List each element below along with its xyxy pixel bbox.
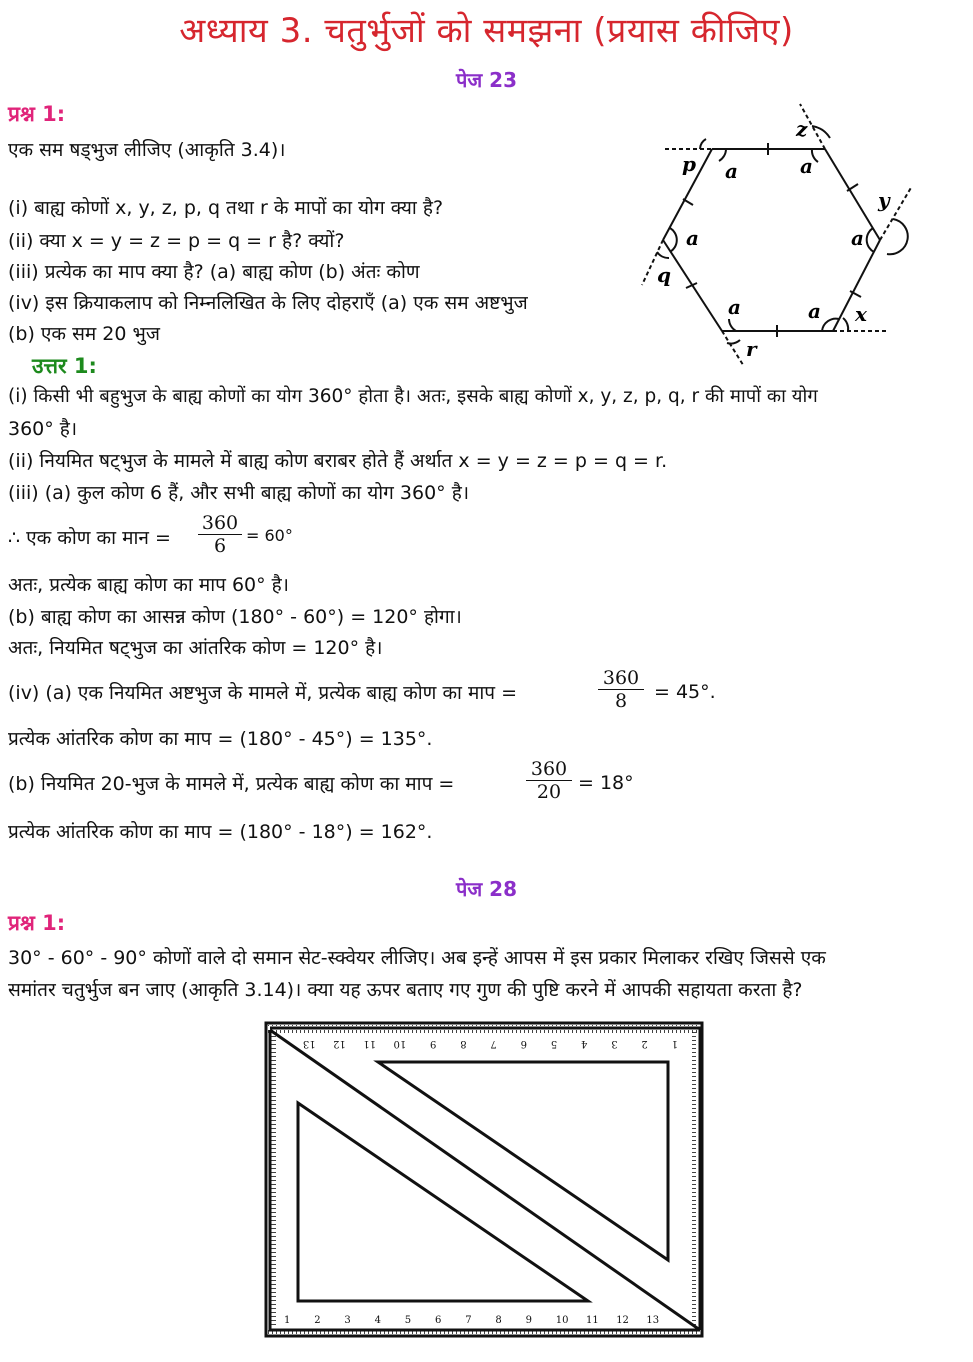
answer-line: (ii) नियमित षट्भुज के मामले में बाह्य कोण बराबर होते हैं अर्थात x = y = z = p = q = r. (8, 450, 668, 472)
question-line: (ii) क्या x = y = z = p = q = r है? क्यों? (8, 230, 345, 252)
fraction-denominator: 20 (536, 781, 562, 803)
label-q: q (657, 263, 671, 287)
label-a: a (851, 226, 864, 250)
fraction-numerator: 360 (598, 667, 644, 690)
question-line: (iv) इस क्रियाकलाप को निम्नलिखित के लिए दोहराएँ (a) एक सम अष्टभुज (8, 292, 528, 314)
scale-number: 8 (460, 1038, 467, 1049)
scale-number: 5 (550, 1038, 558, 1049)
answer-line: अतः, प्रत्येक बाह्य कोण का माप 60° है। (8, 574, 289, 596)
scale-number: 8 (495, 1315, 502, 1326)
scale-number: 7 (465, 1315, 472, 1326)
equation-result: = 45°. (654, 681, 716, 703)
question-label: प्रश्न 1: (8, 911, 66, 935)
answer-line: अतः, नियमित षट्भुज का आंतरिक कोण = 120° है। (8, 637, 383, 659)
answer-line: 360° है। (8, 418, 78, 440)
fraction (198, 512, 242, 557)
label-x: x (855, 302, 867, 326)
scale-number: 2 (314, 1315, 321, 1326)
scale-number: 7 (490, 1038, 497, 1049)
equation-result: = 18° (578, 772, 634, 794)
equation-result: = 60° (246, 526, 293, 545)
label-y: y (878, 188, 890, 212)
answer-line: प्रत्येक आंतरिक कोण का माप = (180° - 45°) = 135°. (8, 728, 433, 750)
page-number-28: पेज 28 (456, 877, 517, 901)
question-line: 30° - 60° - 90° कोणों वाले दो समान सेट-स्क्वेयर लीजिए। अब इन्हें आपस में इस प्रकार मिलाकर रखिए जिससे एक (8, 947, 826, 969)
scale-number: 12 (616, 1315, 629, 1326)
fraction-numerator: 360 (526, 758, 572, 781)
answer-line: (i) किसी भी बहुभुज के बाह्य कोणों का योग 360° होता है। अतः, इसके बाह्य कोणों x, y, z, p, q, r की मापों का योग (8, 386, 818, 407)
label-a: a (808, 299, 821, 323)
label-a: a (728, 295, 741, 319)
label-p: p (682, 152, 696, 176)
fraction-denominator: 6 (213, 535, 227, 557)
fraction (598, 667, 644, 712)
scale-number: 10 (393, 1038, 407, 1049)
scale-number: 3 (344, 1315, 351, 1326)
page-number-23: पेज 23 (456, 68, 517, 92)
answer-line: प्रत्येक आंतरिक कोण का माप = (180° - 18°) = 162°. (8, 821, 433, 843)
scale-number: 11 (586, 1315, 599, 1326)
equation-prefix: (iv) (a) एक नियमित अष्टभुज के मामले में, प्रत्येक बाह्य कोण का माप = (8, 682, 518, 704)
fraction-denominator: 8 (614, 690, 628, 712)
scale-number: 1 (284, 1315, 291, 1326)
scale-number: 5 (404, 1315, 412, 1326)
equation-prefix: (b) नियमित 20-भुज के मामले में, प्रत्येक बाह्य कोण का माप = (8, 773, 455, 795)
question-line: समांतर चतुर्भुज बन जाए (आकृति 3.14)। क्या यह ऊपर बताए गए गुण की पुष्टि करने में आपकी सहायता करता है? (8, 979, 803, 1001)
question-label: प्रश्न 1: (8, 102, 66, 126)
scale-number: 3 (611, 1038, 618, 1049)
question-line: (b) एक सम 20 भुज (8, 323, 160, 345)
scale-number: 6 (520, 1038, 527, 1049)
question-line: एक सम षड्भुज लीजिए (आकृति 3.4)। (8, 139, 286, 161)
scale-number: 13 (302, 1038, 316, 1049)
answer-line: (b) बाह्य कोण का आसन्न कोण (180° - 60°) = 120° होगा। (8, 606, 462, 628)
scale-number: 4 (581, 1038, 588, 1049)
scale-number: 4 (374, 1315, 381, 1326)
label-a: a (800, 154, 813, 178)
scale-number: 12 (333, 1038, 346, 1049)
scale-number: 13 (646, 1315, 660, 1326)
fraction-numerator: 360 (198, 512, 242, 535)
scale-number: 9 (525, 1315, 532, 1326)
label-a: a (725, 159, 738, 183)
scale-number: 10 (555, 1315, 569, 1326)
scale-number: 11 (363, 1038, 376, 1049)
label-r: r (746, 337, 757, 361)
question-line: (iii) प्रत्येक का माप क्या है? (a) बाह्य कोण (b) अंतः कोण (8, 261, 420, 283)
equation-prefix: ∴ एक कोण का मान = (8, 527, 171, 549)
set-squares-figure (262, 1020, 708, 1340)
hexagon-figure (620, 96, 920, 366)
answer-label: उत्तर 1: (32, 354, 97, 378)
answer-line: (iii) (a) कुल कोण 6 हैं, और सभी बाह्य कोणों का योग 360° है। (8, 482, 470, 504)
fraction (526, 758, 572, 803)
scale-number: 6 (435, 1315, 442, 1326)
page-title: अध्याय 3. चतुर्भुजों को समझना (प्रयास कीजिए) (179, 11, 794, 51)
scale-number: 2 (641, 1038, 648, 1049)
scale-number: 1 (671, 1038, 678, 1049)
label-a: a (686, 226, 699, 250)
scale-number: 9 (430, 1038, 437, 1049)
question-line: (i) बाह्य कोणों x, y, z, p, q तथा r के मापों का योग क्या है? (8, 197, 444, 219)
label-z: z (796, 117, 808, 141)
